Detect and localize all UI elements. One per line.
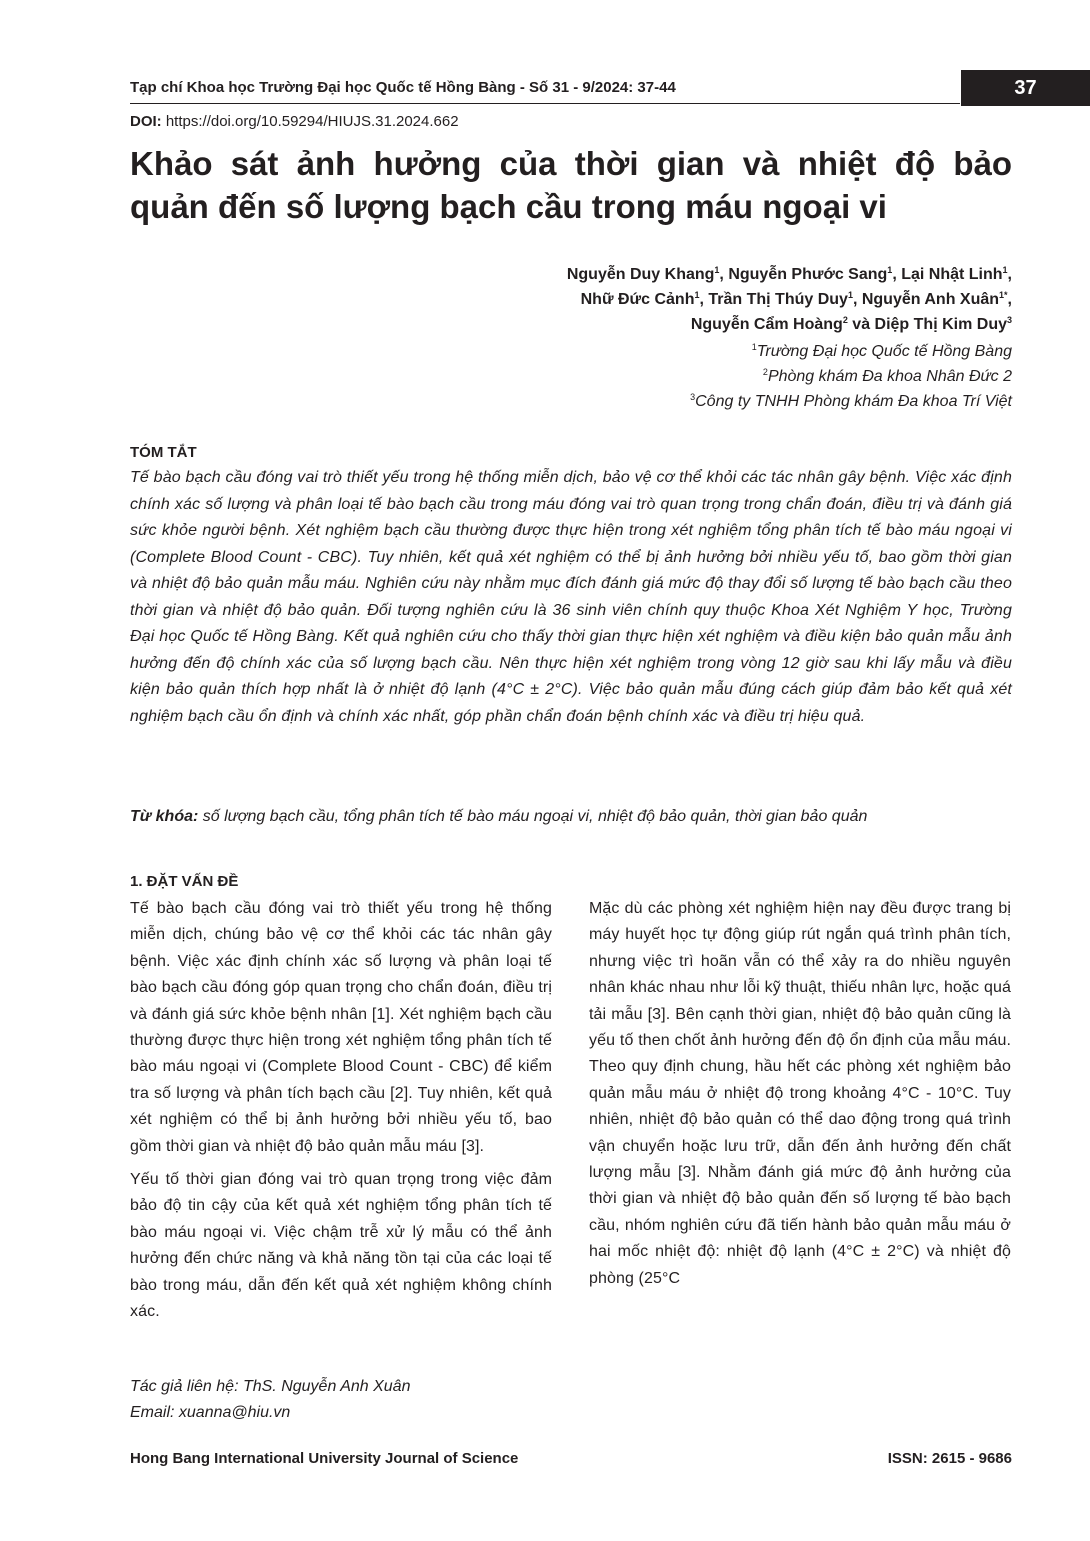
author-name: Nguyễn Phước Sang bbox=[728, 266, 888, 283]
author-name: Nguyễn Duy Khang bbox=[566, 266, 715, 283]
left-column bbox=[130, 896, 552, 1326]
header-rule bbox=[130, 103, 960, 104]
section-heading: 1. ĐẶT VẤN ĐỀ bbox=[130, 873, 239, 890]
author-list bbox=[567, 262, 1012, 337]
affiliation-mark: 1 bbox=[751, 342, 757, 352]
affiliation-list bbox=[690, 339, 1012, 414]
affiliation-item bbox=[690, 339, 1012, 364]
affiliation-item bbox=[690, 389, 1012, 414]
affiliation-text: Phòng khám Đa khoa Nhân Đức 2 bbox=[767, 368, 1012, 385]
contact-author: Tác giả liên hệ: ThS. Nguyễn Anh Xuân bbox=[130, 1378, 411, 1395]
author-name: Lại Nhật Linh bbox=[901, 266, 1003, 283]
author-name: Nguyễn Anh Xuân bbox=[861, 291, 1000, 308]
paragraph: Tế bào bạch cầu đóng vai trò thiết yếu trong hệ thống miễn dịch, chúng bảo vệ cơ thể khỏi các tác nhân gây bệnh. Việc xác định chính xác số lượng và phân loại tế bào bạch cầu đóng góp quan trọng cho chẩn đoán, điều trị và đánh giá sức khỏe bệnh nhân [1]. Xét nghiệm bạch cầu thường được thực hiện trong xét nghiệm tổng phân tích tế bào máu ngoại vi (Complete Blood Count - CBC) để kiểm tra số lượng và phân tích bạch cầu [2]. Tuy nhiên, kết quả xét nghiệm có thể bị ảnh hưởng bởi nhiều yếu tố, bao gồm thời gian và nhiệt độ bảo quản mẫu máu [3]. bbox=[130, 900, 552, 1155]
doi-link[interactable]: https://doi.org/10.59294/HIUJS.31.2024.662 bbox=[161, 113, 459, 130]
doi-label: DOI: bbox=[130, 113, 162, 130]
journal-header: Tạp chí Khoa học Trường Đại học Quốc tế Hồng Bàng - Số 31 - 9/2024: 37-44 bbox=[130, 79, 676, 96]
abstract-text: Tế bào bạch cầu đóng vai trò thiết yếu trong hệ thống miễn dịch, bảo vệ cơ thể khỏi các tác nhân gây bệnh. Việc xác định chính xác số lượng và phân loại tế bào bạch cầu trong máu đóng vai trò quan trọng trong chẩn đoán, điều trị và đánh giá sức khỏe người bệnh. Xét nghiệm bạch cầu thường được thực hiện trong xét nghiệm tổng phân tích tế bào máu ngoại vi (Complete Blood Count - CBC). Tuy nhiên, kết quả xét nghiệm có thể bị ảnh hưởng bởi nhiều yếu tố, bao gồm thời gian và nhiệt độ bảo quản mẫu máu. Nghiên cứu này nhằm mục đích đánh giá mức độ thay đổi số lượng tế bào bạch cầu theo thời gian và nhiệt độ bảo quản. Đối tượng nghiên cứu là 36 sinh viên chính quy thuộc Khoa Xét Nghiệm Y học, Trường Đại học Quốc tế Hồng Bàng. Kết quả nghiên cứu cho thấy thời gian thực hiện xét nghiệm và điều kiện bảo quản mẫu ảnh hưởng đến độ chính xác của số lượng bạch cầu. Nên thực hiện xét nghiệm trong vòng 12 giờ sau khi lấy mẫu và điều kiện bảo quản thích hợp nhất là ở nhiệt độ lạnh (4°C ± 2°C). Việc bảo quản mẫu đúng cách giúp đảm bảo kết quả xét nghiệm bạch cầu ổn định và chính xác nhất, góp phần chẩn đoán bệnh chính xác và điều trị hiệu quả. bbox=[130, 469, 1012, 725]
right-column bbox=[589, 896, 1011, 1292]
author-line-2: Nhữ Đức Cảnh$^1$, Trần Thị Thúy Duy$^1$, Nguyễn Anh Xuân$^{1*}$, bbox=[580, 290, 1012, 308]
keywords-text: số lượng bạch cầu, tổng phân tích tế bào máu ngoại vi, nhiệt độ bảo quản, thời gian bảo quản bbox=[198, 808, 868, 825]
doi-line bbox=[130, 113, 459, 130]
author-name: Trần Thị Thúy Duy bbox=[708, 291, 848, 308]
author-line-1: Nguyễn Duy Khang$^1$, Nguyễn Phước Sang$^1$, Lại Nhật Linh$^1$, bbox=[566, 265, 1012, 283]
author-affil-mark: 1* bbox=[999, 290, 1008, 300]
title-line-2: quản đến số lượng bạch cầu trong máu ngoại vi bbox=[130, 188, 887, 225]
author-affil-mark: 1 bbox=[887, 265, 893, 275]
author-affil-mark: 1 bbox=[1002, 265, 1008, 275]
author-affil-mark: 1 bbox=[694, 290, 700, 300]
author-affil-mark: 1 bbox=[847, 290, 853, 300]
author-name: Nguyễn Cẩm Hoàng bbox=[690, 316, 843, 333]
affiliation-text: Công ty TNHH Phòng khám Đa khoa Trí Việt bbox=[695, 393, 1012, 410]
author-affil-mark: 2 bbox=[842, 315, 848, 325]
title-line-1: Khảo sát ảnh hưởng của thời gian và nhiệt độ bảo bbox=[130, 145, 1012, 182]
affiliation-text: Trường Đại học Quốc tế Hồng Bàng bbox=[756, 343, 1012, 360]
footer-issn: ISSN: 2615 - 9686 bbox=[887, 1450, 1012, 1467]
paragraph: Yếu tố thời gian đóng vai trò quan trọng trong việc đảm bảo độ tin cậy của kết quả xét nghiệm tổng phân tích tế bào máu ngoại vi. Việc chậm trễ xử lý mẫu có thể ảnh hưởng đến chức năng và khả năng tồn tại của các loại tế bào trong máu, dẫn đến kết quả xét nghiệm không chính xác. bbox=[130, 1171, 552, 1321]
keywords-label: Từ khóa: bbox=[130, 808, 199, 825]
author-affil-mark: 1 bbox=[714, 265, 720, 275]
page-number: 37 bbox=[961, 70, 1090, 106]
contact-email[interactable]: Email: xuanna@hiu.vn bbox=[130, 1404, 291, 1421]
paragraph: Mặc dù các phòng xét nghiệm hiện nay đều được trang bị máy huyết học tự động giúp rút ngắn quá trình phân tích, nhưng việc trì hoãn vẫn có thể xảy ra do nhiều nguyên nhân khác nhau như lỗi kỹ thuật, thiếu nhân lực, hoặc quá tải mẫu [3]. Bên cạnh thời gian, nhiệt độ bảo quản cũng là yếu tố then chốt ảnh hưởng đến độ ổn định của mẫu máu. Theo quy định chung, hầu hết các phòng xét nghiệm bảo quản mẫu máu ở nhiệt độ trong khoảng 4°C - 10°C. Tuy nhiên, nhiệt độ bảo quản có thể dao động trong quá trình vận chuyển hoặc lưu trữ, dẫn đến ảnh hưởng đến chất lượng mẫu [3]. Nhằm đánh giá mức độ ảnh hưởng của thời gian và nhiệt độ bảo quản đến số lượng tế bào bạch cầu, nhóm nghiên cứu đã tiến hành bảo quản mẫu máu ở hai mốc nhiệt độ: nhiệt độ lạnh (4°C ± 2°C) và nhiệt độ phòng (25°C bbox=[589, 900, 1011, 1287]
affiliation-item bbox=[690, 364, 1012, 389]
author-name: Diệp Thị Kim Duy bbox=[874, 316, 1007, 333]
author-affil-mark: 3 bbox=[1006, 315, 1012, 325]
paper-title bbox=[130, 142, 1012, 228]
author-joiner: và bbox=[847, 316, 875, 333]
abstract-heading: TÓM TẮT bbox=[130, 444, 197, 461]
affiliation-mark: 2 bbox=[762, 367, 768, 377]
keywords bbox=[130, 804, 1012, 830]
footer-journal-name: Hong Bang International University Journal of Science bbox=[130, 1450, 519, 1467]
corresponding-author bbox=[130, 1374, 410, 1426]
affiliation-mark: 3 bbox=[690, 392, 696, 402]
author-name: Nhữ Đức Cảnh bbox=[580, 291, 695, 308]
author-line-3 bbox=[567, 312, 1012, 337]
